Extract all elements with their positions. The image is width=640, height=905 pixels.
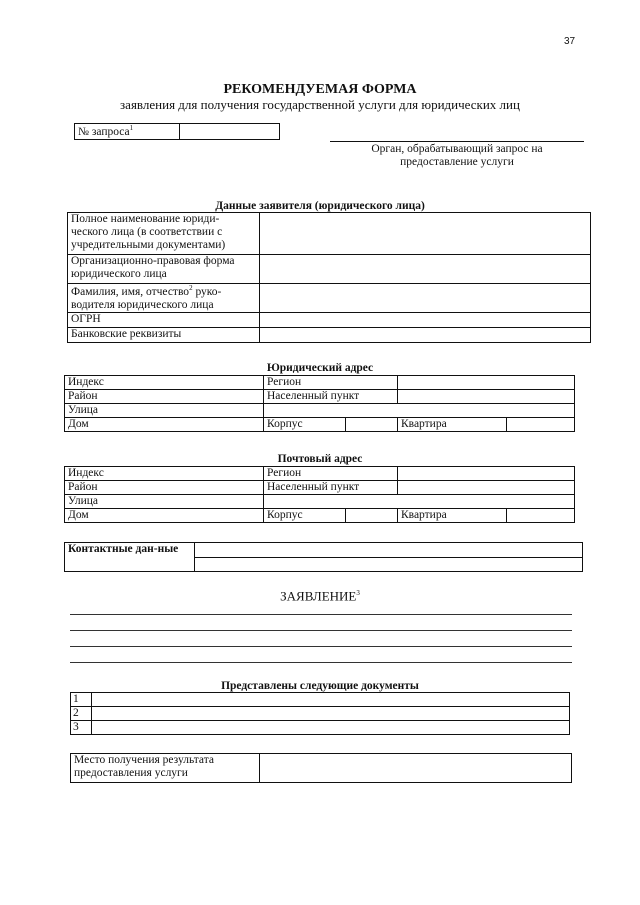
document-number: 1 — [71, 693, 92, 707]
statement-line-3[interactable] — [70, 646, 572, 647]
documents-section-title: Представлены следующие документы — [221, 680, 419, 692]
legal-apartment-field[interactable] — [506, 418, 574, 432]
legal-house-label: Дом — [65, 418, 264, 432]
postal-house-label: Дом — [65, 509, 264, 523]
request-number-label: № запроса$^1$ — [75, 124, 180, 140]
document-number: 2 — [71, 707, 92, 721]
applicant-section-title: Данные заявителя (юридического лица) — [215, 200, 425, 212]
legal-index-label: Индекс — [65, 376, 264, 390]
applicant-ogrn-label: ОГРН — [68, 313, 260, 328]
documents-table — [70, 692, 570, 735]
postal-locality-field[interactable] — [398, 481, 575, 495]
legal-street-field[interactable] — [264, 404, 575, 418]
legal-building-label: Корпус — [264, 418, 346, 431]
applicant-bank-field[interactable] — [260, 328, 591, 343]
contacts-field-1[interactable] — [195, 543, 583, 558]
legal-region-field[interactable] — [398, 376, 575, 390]
document-field-1[interactable] — [92, 693, 570, 707]
postal-building-cell — [264, 509, 398, 523]
statement-line-4[interactable] — [70, 662, 572, 663]
applicant-bank-label: Банковские реквизиты — [68, 328, 260, 343]
legal-address-table — [64, 375, 575, 432]
postal-building-label: Корпус — [264, 509, 346, 522]
contacts-table — [64, 542, 583, 572]
postal-index-label: Индекс — [65, 467, 264, 481]
request-number-field[interactable] — [180, 124, 280, 140]
postal-locality-label: Населенный пункт — [264, 481, 398, 495]
document-number: 3 — [71, 721, 92, 735]
form-subtitle: заявления для получения государственной услуги для юридических лиц — [120, 97, 520, 112]
request-number-table — [74, 123, 280, 140]
postal-region-field[interactable] — [398, 467, 575, 481]
legal-region-label: Регион — [264, 376, 398, 390]
applicant-head-name-field[interactable] — [260, 284, 591, 313]
legal-district-label: Район — [65, 390, 264, 404]
statement-line-2[interactable] — [70, 630, 572, 631]
postal-apartment-label: Квартира — [398, 509, 507, 523]
legal-street-label: Улица — [65, 404, 264, 418]
postal-street-label: Улица — [65, 495, 264, 509]
postal-apartment-field[interactable] — [506, 509, 574, 523]
applicant-full-name-field[interactable] — [260, 213, 591, 255]
legal-address-section-title: Юридический адрес — [266, 362, 374, 374]
organ-caption: Орган, обрабатывающий запрос на предоставление услуги — [371, 143, 543, 169]
legal-locality-field[interactable] — [398, 390, 575, 404]
legal-building-field[interactable] — [346, 418, 397, 431]
contacts-field-2[interactable] — [195, 557, 583, 572]
applicant-legal-form-label: Организационно-правовая форма юридического лица — [68, 255, 260, 284]
result-place-field[interactable] — [260, 754, 572, 783]
applicant-legal-form-field[interactable] — [260, 255, 591, 284]
legal-locality-label: Населенный пункт — [264, 390, 398, 404]
postal-district-label: Район — [65, 481, 264, 495]
contacts-label: Контактные дан-ные — [65, 543, 195, 572]
legal-apartment-label: Квартира — [398, 418, 507, 432]
applicant-head-name-label: Фамилия, имя, отчество$^2$ руко-водителя юридического лица — [68, 284, 260, 313]
form-title: РЕКОМЕНДУЕМАЯ ФОРМА — [223, 82, 417, 97]
result-place-table — [70, 753, 572, 783]
postal-address-section-title: Почтовый адрес — [277, 453, 363, 465]
applicant-full-name-label: Полное наименование юриди-ческого лица (в соответствии с учредительными документами) — [68, 213, 260, 255]
postal-street-field[interactable] — [264, 495, 575, 509]
document-field-2[interactable] — [92, 707, 570, 721]
postal-region-label: Регион — [264, 467, 398, 481]
statement-title: ЗАЯВЛЕНИЕ$^3$ — [280, 588, 360, 604]
applicant-table — [67, 212, 591, 343]
applicant-ogrn-field[interactable] — [260, 313, 591, 328]
result-place-label: Место получения результата предоставления услуги — [71, 754, 260, 783]
legal-building-cell — [264, 418, 398, 432]
organ-signature-line[interactable] — [330, 141, 584, 142]
postal-building-field[interactable] — [346, 509, 397, 522]
postal-address-table — [64, 466, 575, 523]
document-field-3[interactable] — [92, 721, 570, 735]
page-number: 37 — [564, 36, 576, 47]
statement-line-1[interactable] — [70, 614, 572, 615]
